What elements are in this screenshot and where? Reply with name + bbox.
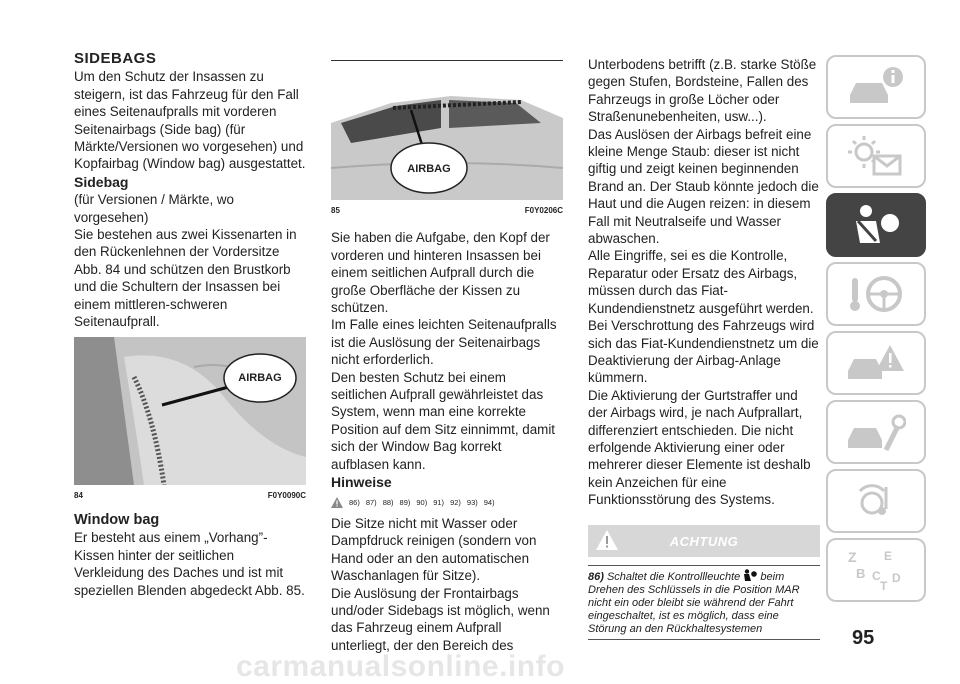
seat-sidebag-illustration <box>74 337 306 485</box>
tab-maintenance[interactable] <box>826 400 926 464</box>
airbag-label: AIRBAG <box>238 371 282 384</box>
index-letter: D <box>892 571 901 585</box>
paragraph: Die Sitze nicht mit Wasser oder Dampfdruck reinigen (sondern von Hand oder an den automatischen Waschanlagen für Sitze). <box>331 515 537 584</box>
chapter-tabs <box>826 55 926 607</box>
car-info-icon <box>846 65 906 109</box>
heading-windowbag: Window bag <box>74 511 160 528</box>
index-letter: T <box>880 579 888 592</box>
figure-85 <box>331 68 563 200</box>
warning-number: 86) <box>588 570 604 583</box>
multimedia-icon <box>846 479 906 523</box>
tab-vehicle-info[interactable] <box>826 55 926 119</box>
index-letter: E <box>884 549 893 563</box>
key-steering-wheel-icon <box>846 272 906 316</box>
column-divider-line <box>331 60 563 61</box>
figure-84 <box>74 337 306 485</box>
index-letter: Z <box>848 549 857 565</box>
paragraph: Im Falle eines leichten Seitenaufpralls ist die Auslösung der Seitenairbags nicht erforderlich. <box>331 317 557 368</box>
warning-header <box>588 525 820 557</box>
warning-triangle-icon <box>331 497 343 508</box>
paragraph: Das Auslösen der Airbags befreit eine kleine Menge Staub: dieser ist nicht giftig und zeigt keinen beginnenden Brand an. Der Staub könnte jedoch die Haut und die Augen reizen: in diesem Fall mit Neutralseife und Wasser abwaschen. <box>588 126 819 247</box>
tab-lights-messages[interactable] <box>826 124 926 188</box>
paragraph: Die Aktivierung der Gurtstraffer und der Airbags wird, je nach Aufprallart, differenziert entschieden. Die nicht erfolgende Aktivierung einer oder mehrerer dieser Elemente ist deshalb kein Anzeichen für eine Funktionsstörung des Systems. <box>588 387 811 508</box>
paragraph: Sie haben die Aufgabe, den Kopf der vorderen und hinteren Insassen bei einem seitlichen Aufprall durch die große Oberfläche der Kissen zu schützen. <box>331 230 550 316</box>
ref-link[interactable]: 92) <box>450 497 461 507</box>
watermark-text: carmanualsonline.info <box>236 650 565 683</box>
figure-number: 85 <box>331 206 340 215</box>
figure-caption <box>331 202 563 219</box>
ref-link[interactable]: 91) <box>433 497 445 507</box>
ref-link[interactable]: 94) <box>483 497 495 507</box>
airbag-warning-light-icon <box>743 569 757 582</box>
paragraph: Die Auslösung der Frontairbags und/oder Sidebags ist möglich, wenn das Fahrzeug einem Aufprall unterliegt, der den Bereich des <box>331 585 550 653</box>
tab-index[interactable] <box>826 538 926 602</box>
ref-link[interactable]: 93) <box>466 497 478 507</box>
column-3 <box>588 56 820 640</box>
index-letter: C <box>872 569 881 583</box>
figure-code: F0Y0090C <box>267 490 306 500</box>
ref-link[interactable]: 90) <box>416 497 428 507</box>
figure-caption <box>74 487 306 504</box>
tab-emergency[interactable] <box>826 331 926 395</box>
paragraph: Alle Eingriffe, sei es die Kontrolle, Reparatur oder Ersatz des Airbags, müssen durch das Fiat-Kundendienstnetz ausgeführt werden. <box>588 248 814 316</box>
index-letters-icon <box>846 548 906 592</box>
paragraph: Unterbodens betrifft (z.B. starke Stöße gegen Stufen, Bordsteine, Fallen des Fahrzeugs in große Löcher oder Straßenunebenheiten, usw...). <box>588 57 817 125</box>
warning-text: Schaltet die Kontrollleuchte <box>606 570 741 583</box>
page-number: 95 <box>852 627 875 649</box>
heading-sidebags: SIDEBAGS <box>74 50 157 67</box>
ref-link[interactable]: 89) <box>399 497 411 507</box>
airbag-label: AIRBAG <box>407 163 451 175</box>
tab-starting-driving[interactable] <box>826 262 926 326</box>
warning-text: beim Drehen des Schlüssels in die Position MAR nicht ein oder bleibt sie während der Fahrt eingeschaltet, ist es möglich, dass eine Störung an den Rückhaltesystemen <box>588 570 800 635</box>
paragraph: Bei Verschrottung des Fahrzeugs wird sich das Fiat-Kundendienstnetz um die Deaktivierung der Airbag-Anlage kümmern. <box>588 318 819 386</box>
heading-hinweise: Hinweise <box>331 474 392 491</box>
warning-references <box>331 494 563 511</box>
column-1 <box>74 50 306 599</box>
warning-title: ACHTUNG <box>669 533 739 549</box>
ref-link[interactable]: 86) <box>349 497 360 507</box>
paragraph: Den besten Schutz bei einem seitlichen Aufprall gewährleistet das System, wenn man eine korrekte Position auf dem Sitz einnimmt, damit sich der Window Bag korrekt aufblasen kann. <box>331 369 556 472</box>
figure-number: 84 <box>74 490 83 500</box>
lights-message-icon <box>846 134 906 178</box>
paragraph: Sie bestehen aus zwei Kissenarten in den Rückenlehnen der Vordersitze Abb. 84 und schützen den Brustkorb und die Schultern der Insassen bei einem mittleren-schweren Seitenaufprall. <box>74 227 297 330</box>
heading-sidebag: Sidebag <box>74 173 129 190</box>
tab-multimedia[interactable] <box>826 469 926 533</box>
car-windowbag-illustration <box>331 68 563 200</box>
warning-box <box>588 565 820 640</box>
ref-link[interactable]: 87) <box>365 497 377 507</box>
paragraph: Um den Schutz der Insassen zu steigern, ist das Fahrzeug für den Fall eines Seitenaufpralls mit vorderen Seitenairbags (Side bag) (für Märkte/Versionen wo vorgesehen) und Kopfairbag (Window bag) ausgestattet. <box>74 69 306 172</box>
paragraph: (für Versionen / Märkte, wo vorgesehen) <box>74 192 235 225</box>
column-2 <box>331 68 563 654</box>
index-letter: B <box>856 566 866 581</box>
paragraph: Er besteht aus einem „Vorhang”-Kissen hinter der seitlichen Verkleidung des Daches und ist mit speziellen Blenden abgedeckt Abb. 85. <box>74 530 305 598</box>
seatbelt-airbag-icon <box>846 203 906 247</box>
warning-triangle-car-icon <box>846 341 906 385</box>
figure-code: F0Y0206C <box>524 206 563 215</box>
ref-link[interactable]: 88) <box>382 497 394 507</box>
tab-safety[interactable] <box>826 193 926 257</box>
service-wrench-icon <box>846 410 906 454</box>
